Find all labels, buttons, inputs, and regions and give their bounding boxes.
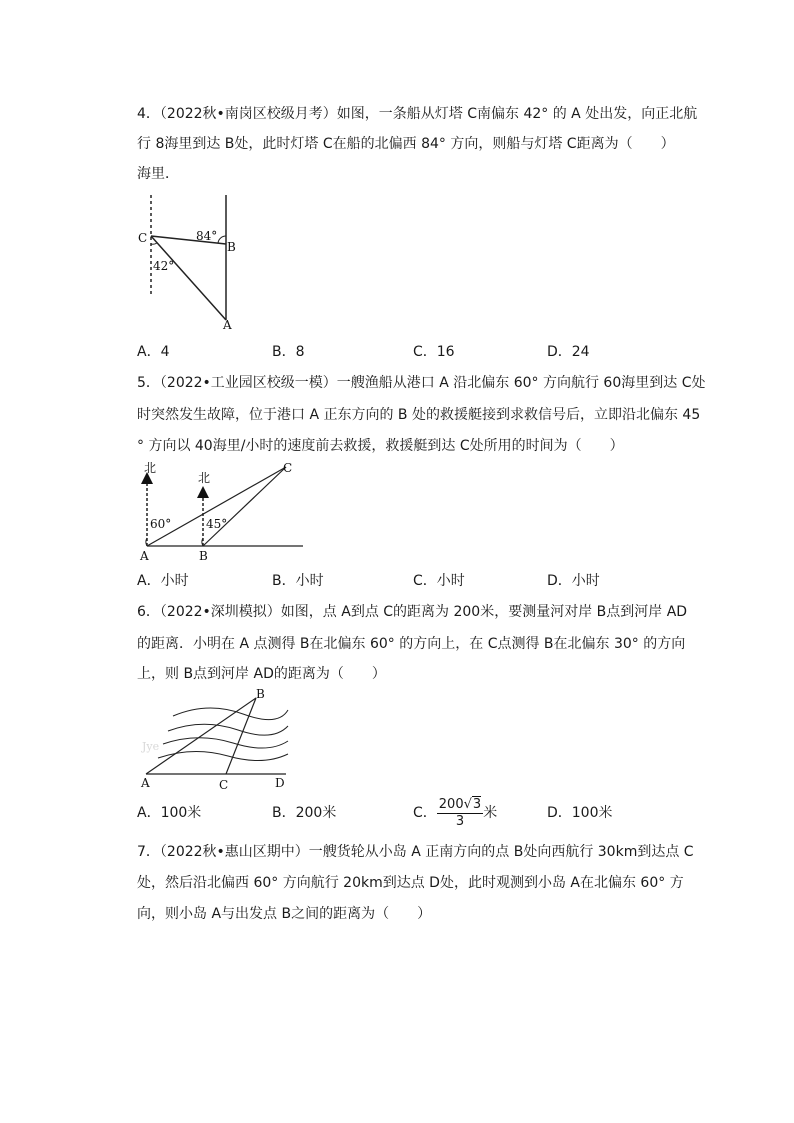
angle-label-84: 84°: [196, 229, 218, 243]
question-5-line-3: ° 方向以 40海里/小时的速度前去救援，救援艇到达 C处所用的时间为（ ）: [137, 438, 624, 454]
question-5-option-a: A．小时: [137, 573, 189, 589]
question-4-option-b: B．8: [272, 344, 305, 360]
angle-label-45: 45°: [206, 517, 228, 531]
north-label-a: 北: [144, 461, 157, 475]
angle-label-60: 60°: [150, 517, 172, 531]
question-6-line-1: 6．（2022•深圳模拟）如图，点 A到点 C的距离为 200米，要测量河对岸 B点到河岸 AD: [137, 604, 688, 620]
label-c: C: [283, 461, 293, 475]
question-6-figure: [138, 686, 298, 796]
option-c-fraction: [437, 797, 483, 830]
label-b: B: [227, 240, 236, 254]
numerator-value: 200: [438, 796, 464, 812]
question-7-line-2: 处，然后沿北偏西 60° 方向航行 20km到达点 D处，此时观测到小岛 A在北偏东 60° 方: [137, 875, 684, 891]
segment-ac: [147, 467, 286, 546]
angle-arc-45: [202, 538, 203, 546]
segment-cb: [226, 698, 256, 774]
question-6-option-a: A．100米: [137, 805, 202, 821]
question-5-option-b: B．小时: [272, 573, 324, 589]
label-a: A: [141, 776, 150, 790]
question-5-option-c: C．小时: [413, 573, 465, 589]
question-5-option-d: D．小时: [547, 573, 600, 589]
question-6-line-2: 的距离．小明在 A 点测得 B在北偏东 60° 的方向上，在 C点测得 B在北偏东 30° 的方向: [137, 636, 686, 652]
river-wave-2: [168, 724, 288, 735]
question-6-option-d: D．100米: [547, 805, 613, 821]
question-7-line-1: 7．（2022秋•惠山区期中）一艘货轮从小岛 A 正南方向的点 B处向西航行 30km到达点 C: [137, 844, 694, 860]
north-label-b: 北: [198, 471, 211, 485]
question-5-figure: [138, 458, 313, 568]
question-4-option-d: D．24: [547, 344, 590, 360]
label-d: D: [275, 776, 285, 790]
segment-ab: [146, 698, 256, 774]
angle-arc-42: [151, 243, 157, 244]
watermark-text: Jye: [142, 740, 160, 753]
question-4-figure: [130, 190, 240, 335]
radicand: 3: [472, 796, 482, 812]
option-c-unit: 米: [483, 805, 498, 821]
question-4-line-3: 海里．: [137, 166, 179, 182]
question-4-option-a: A．4: [137, 344, 170, 360]
question-6-option-b: B．200米: [272, 805, 337, 821]
fraction-denominator: 3: [455, 813, 465, 829]
angle-arc-60: [146, 538, 147, 546]
river-wave-3: [163, 738, 288, 748]
angle-arc-84: [218, 236, 226, 243]
fraction-numerator: 200√3: [438, 796, 482, 812]
question-4-line-1: 4．（2022秋•南岗区校级月考）如图，一条船从灯塔 C南偏东 42° 的 A 处出发，向正北航: [137, 106, 698, 122]
question-5-line-2: 时突然发生故障，位于港口 A 正东方向的 B 处的救援艇接到求救信号后，立即沿北偏东 45: [137, 407, 701, 423]
question-6-option-c: [413, 793, 497, 833]
question-4-line-2: 行 8海里到达 B处，此时灯塔 C在船的北偏西 84° 方向，则船与灯塔 C距离为（ ）: [137, 136, 675, 152]
label-a: A: [223, 318, 232, 332]
question-7-line-3: 向，则小岛 A与出发点 B之间的距离为（ ）: [137, 906, 432, 922]
question-4-option-c: C．16: [413, 344, 455, 360]
label-b: B: [199, 549, 208, 563]
label-a: A: [140, 549, 149, 563]
label-b: B: [256, 687, 265, 701]
river-wave-1: [173, 708, 288, 720]
angle-label-42: 42°: [153, 259, 175, 273]
question-6-line-3: 上，则 B点到河岸 AD的距离为（ ）: [137, 666, 386, 682]
question-5-line-1: 5．（2022•工业园区校级一模）一艘渔船从港口 A 沿北偏东 60° 方向航行 60海里到达 C处: [137, 375, 706, 391]
segment-ca: [151, 236, 226, 320]
label-c: C: [138, 231, 148, 245]
option-c-prefix: C．: [413, 805, 437, 821]
label-c: C: [219, 778, 229, 792]
